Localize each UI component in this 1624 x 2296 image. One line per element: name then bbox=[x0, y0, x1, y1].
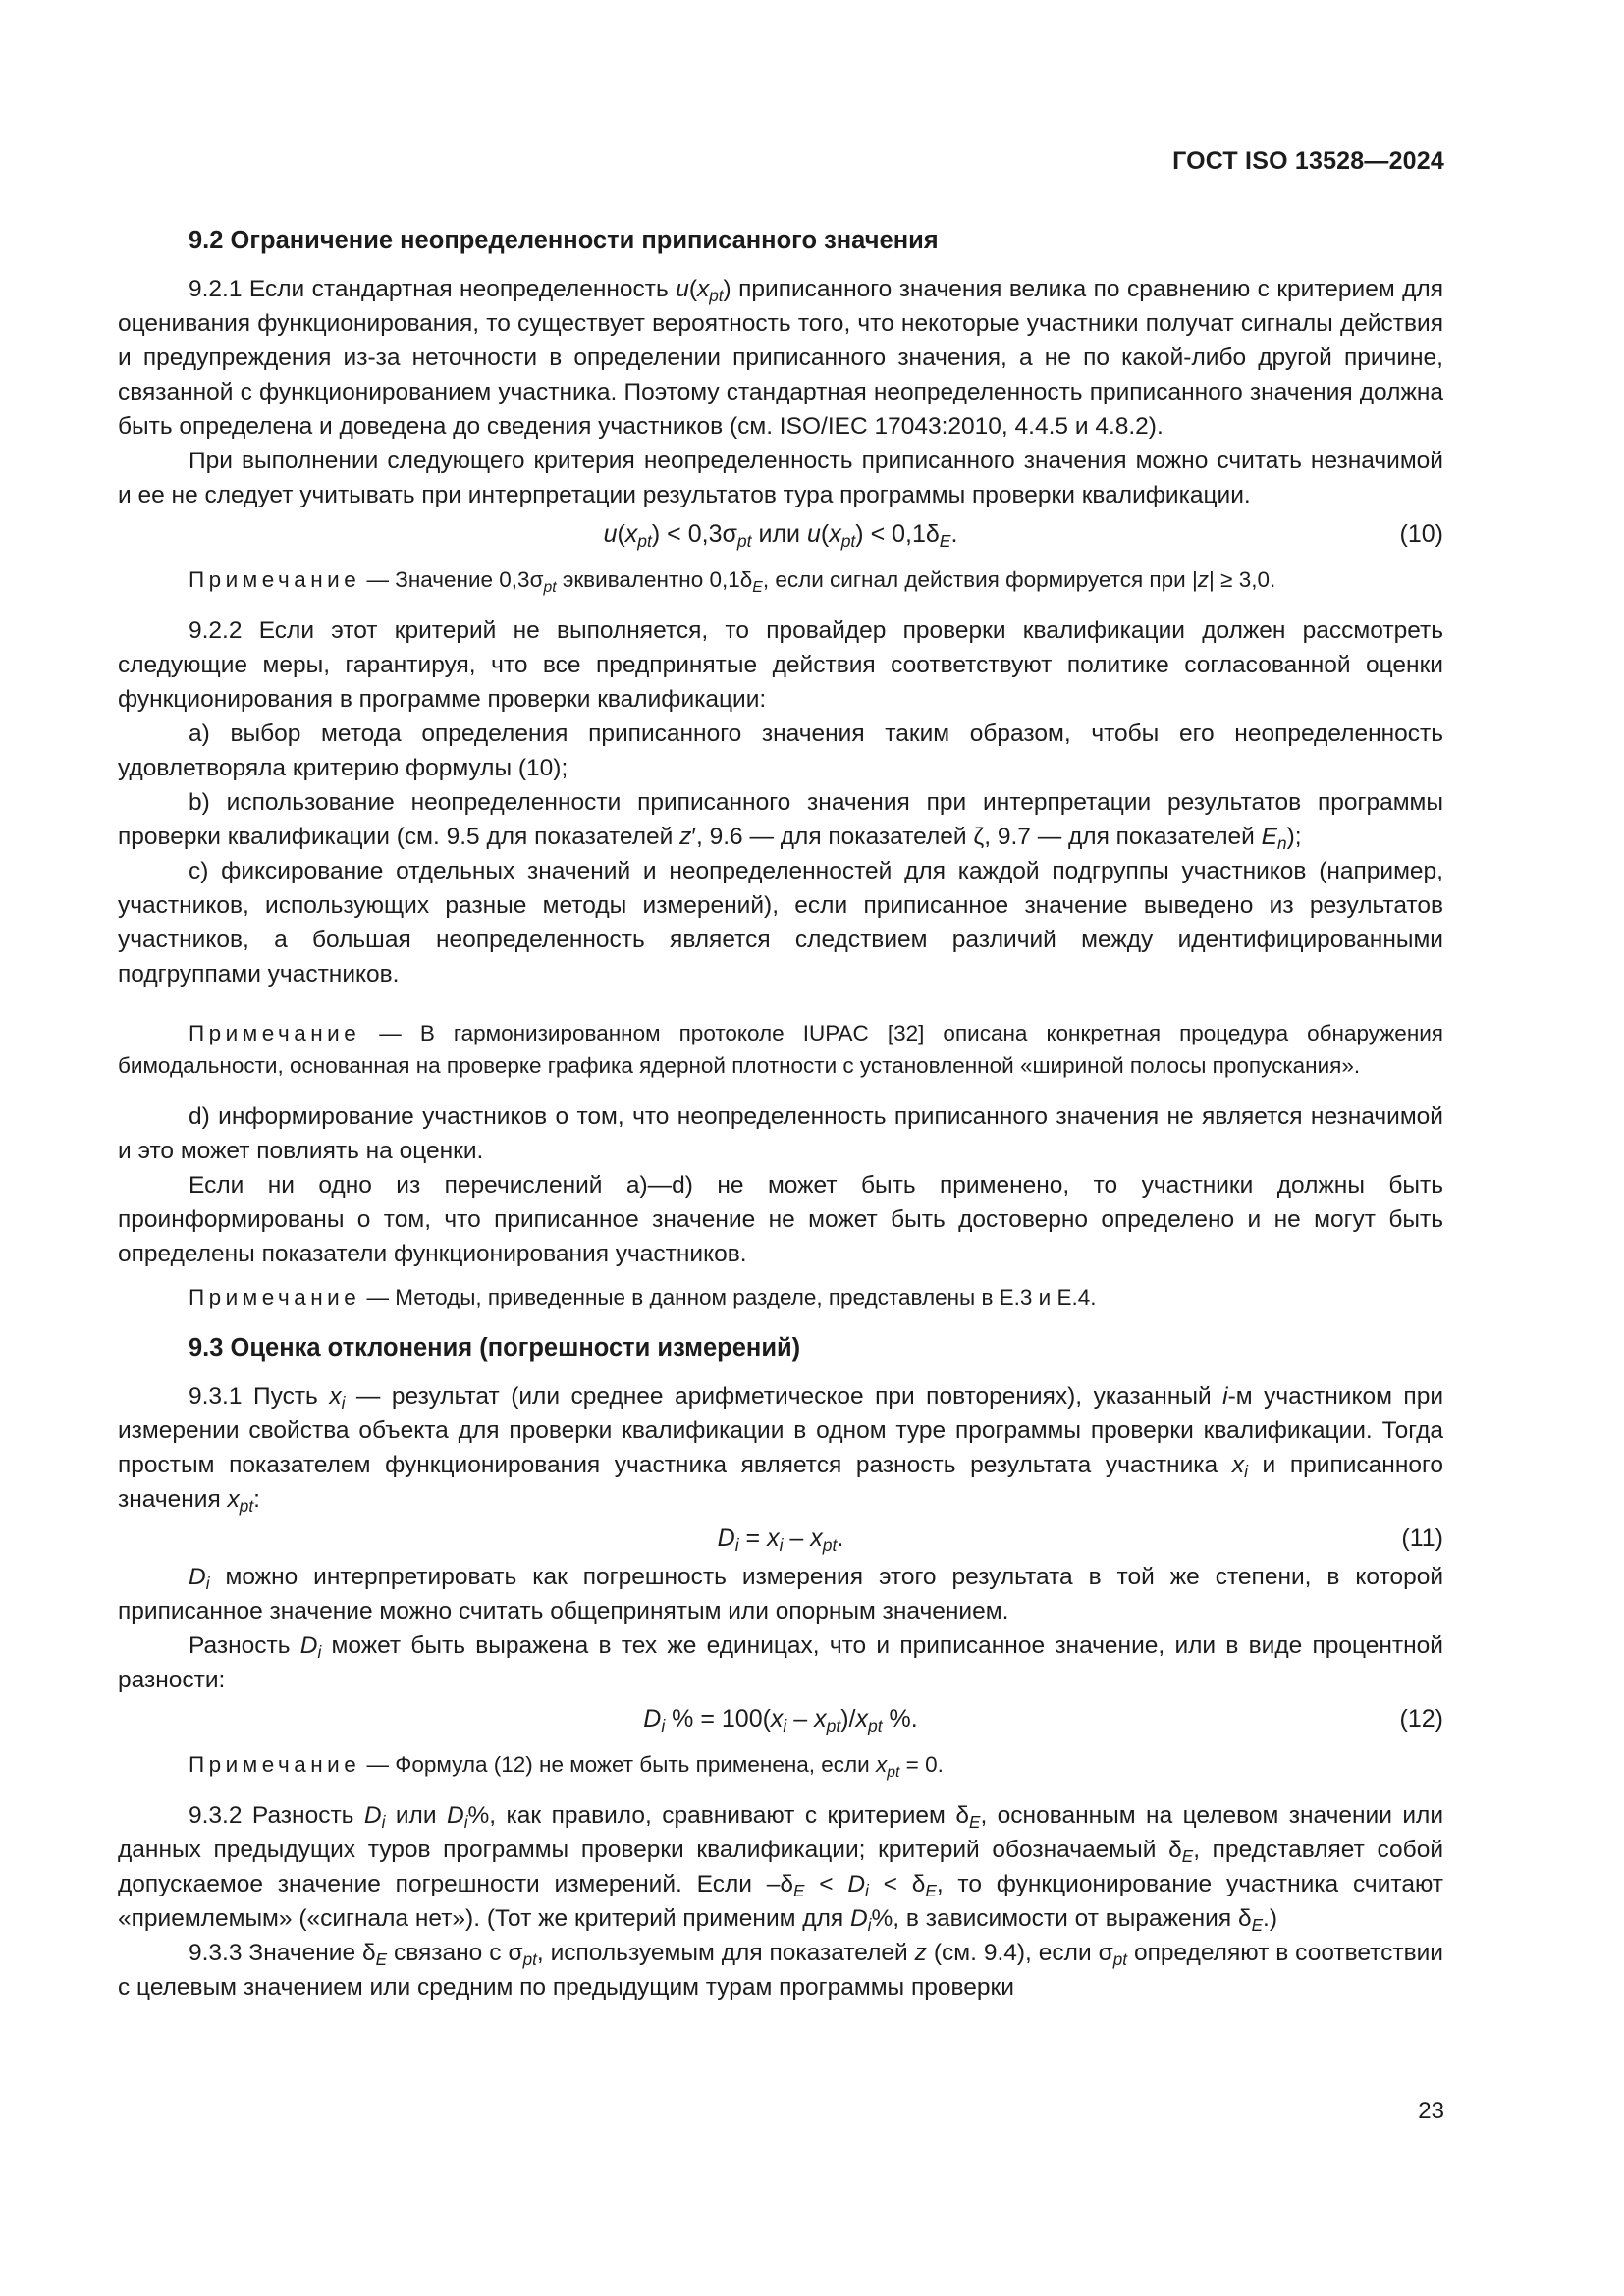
formula-11 bbox=[118, 1519, 1443, 1558]
paragraph-9-3-1: 9.3.1 Пусть $x_i$ — результат (или среднее арифметическое при повторениях), указанный i-м участником при измерении свойства объекта для проверки квалификации в одном туре программы проверки квалификации. Тогда простым показателем функционирования участника является разность результата участника $x_i$ и приписанного значения $x_{pt}$: bbox=[118, 1383, 1444, 1516]
paragraph-9-2-2: 9.2.2 Если этот критерий не выполняется, то провайдер проверки квалификации должен рассмотреть следующие меры, гарантируя, что все предпринятые действия соответствуют политике согласованной оценки функционирования в программе проверки квалификации: bbox=[118, 617, 1443, 713]
paragraph-di: $D_i$ можно интерпретировать как погрешность измерения этого результата в той же степени, в которой приписанное значение можно считать общепринятым или опорным значением. bbox=[118, 1564, 1444, 1625]
list-item-d: d) информирование участников о том, что неопределенность приписанного значения не является незначимой и это может повлиять на оценки. bbox=[118, 1103, 1443, 1164]
paragraph-difference: Разность $D_i$ может быть выражена в тех же единицах, что и приписанное значение, или в виде процентной разности: bbox=[118, 1632, 1443, 1693]
formula-10 bbox=[118, 514, 1443, 554]
list-item-c: c) фиксирование отдельных значений и неопределенностей для каждой подгруппы участников (например, участников, использующих разные методы измерений), если приписанное значение выведено из результатов участников, а большая неопределенность является следствием различий между идентифицированными подгруппами участников. bbox=[118, 858, 1443, 988]
formula-11-expression: $D_i = x_i - x_{pt}$. bbox=[717, 1524, 844, 1555]
paragraph-9-2-1: 9.2.1 Если стандартная неопределенность $u(x_{pt})$ приписанного значения велика по сравнению с критерием для оценивания функционирования, то существует вероятность того, что некоторые участники получат сигналы действия и предупреждения из-за неточности в определении приписанного значения, а не по какой-либо другой причине, связанной с функционированием участника. Поэтому стандартная неопределенность приписанного значения должна быть определена и доведена до сведения участников (см. ISO/IEC 17043:2010, 4.4.5 и 4.8.2). bbox=[118, 276, 1443, 440]
formula-10-number: (10) bbox=[1399, 520, 1443, 548]
note-2: Примечание — В гармонизированном протоколе IUPAC [32] описана конкретная процедура обнаружения бимодальности, основанная на проверке графика ядерной плотности с установленной «шириной полосы пропускания». bbox=[118, 1021, 1443, 1078]
page-content bbox=[118, 224, 1443, 2004]
paragraph-none-applicable: Если ни одно из перечислений a)—d) не может быть применено, то участники должны быть проинформированы о том, что приписанное значение не может быть достоверно определено и не могут быть определены показатели функционирования участников. bbox=[118, 1172, 1443, 1267]
list-item-b: b) использование неопределенности приписанного значения при интерпретации результатов программы проверки квалификации (см. 9.5 для показателей z′, 9.6 — для показателей ζ, 9.7 — для показателей $E_n$); bbox=[118, 789, 1443, 853]
list-item-a: a) выбор метода определения приписанного значения таким образом, чтобы его неопределенность удовлетворяла критерию формулы (10); bbox=[118, 721, 1443, 781]
formula-12 bbox=[118, 1699, 1443, 1738]
document-code: ГОСТ ISO 13528—2024 bbox=[1172, 147, 1444, 175]
formula-10-expression: $u(x_{pt}) < 0,3\sigma_{pt}$ или $u(x_{pt}) < 0,1\delta_E$. bbox=[603, 520, 958, 551]
note-3: Примечание — Методы, приведенные в данном разделе, представлены в Е.3 и Е.4. bbox=[189, 1285, 1097, 1309]
paragraph-9-3-2: 9.3.2 Разность $D_i$ или $D_i\%$, как правило, сравнивают с критерием $\delta_E$, основанным на целевом значении или данных предыдущих туров программы проверки квалификации; критерий обозначаемый $\delta_E$, представляет собой допускаемое значение погрешности измерений. Если $-\delta_E < D_i < \delta_E$, то функционирование участника считают «приемлемым» («сигнала нет»). (Тот же критерий применим для $D_i\%$, в зависимости от выражения $\delta_E$.) bbox=[118, 1802, 1444, 1935]
section-9-2-title: 9.2 Ограничение неопределенности приписанного значения bbox=[189, 227, 939, 254]
section-9-3-title: 9.3 Оценка отклонения (погрешности измерений) bbox=[189, 1334, 801, 1362]
paragraph-9-3-3: 9.3.3 Значение $\delta_E$ связано с $\sigma_{pt}$, используемым для показателей z (см. 9.4), если $\sigma_{pt}$ определяют в соответствии с целевым значением или средним по предыдущим турам программы проверки bbox=[118, 1940, 1443, 2001]
paragraph-criterion: При выполнении следующего критерия неопределенность приписанного значения можно считать незначимой и ее не следует учитывать при интерпретации результатов тура программы проверки квалификации. bbox=[118, 448, 1443, 508]
formula-12-number: (12) bbox=[1399, 1705, 1443, 1733]
page-number: 23 bbox=[1418, 2098, 1444, 2124]
formula-11-number: (11) bbox=[1401, 1524, 1443, 1552]
note-1: Примечание — Значение $0,3\sigma_{pt}$ эквивалентно $0,1\delta_E$, если сигнал действия формируется при |z| ≥ 3,0. bbox=[189, 567, 1276, 596]
note-4: Примечание — Формула (12) не может быть применена, если $x_{pt} = 0$. bbox=[189, 1752, 944, 1781]
formula-12-expression: $D_i$ % = $100(x_i - x_{pt})/x_{pt}$ %. bbox=[643, 1705, 918, 1735]
